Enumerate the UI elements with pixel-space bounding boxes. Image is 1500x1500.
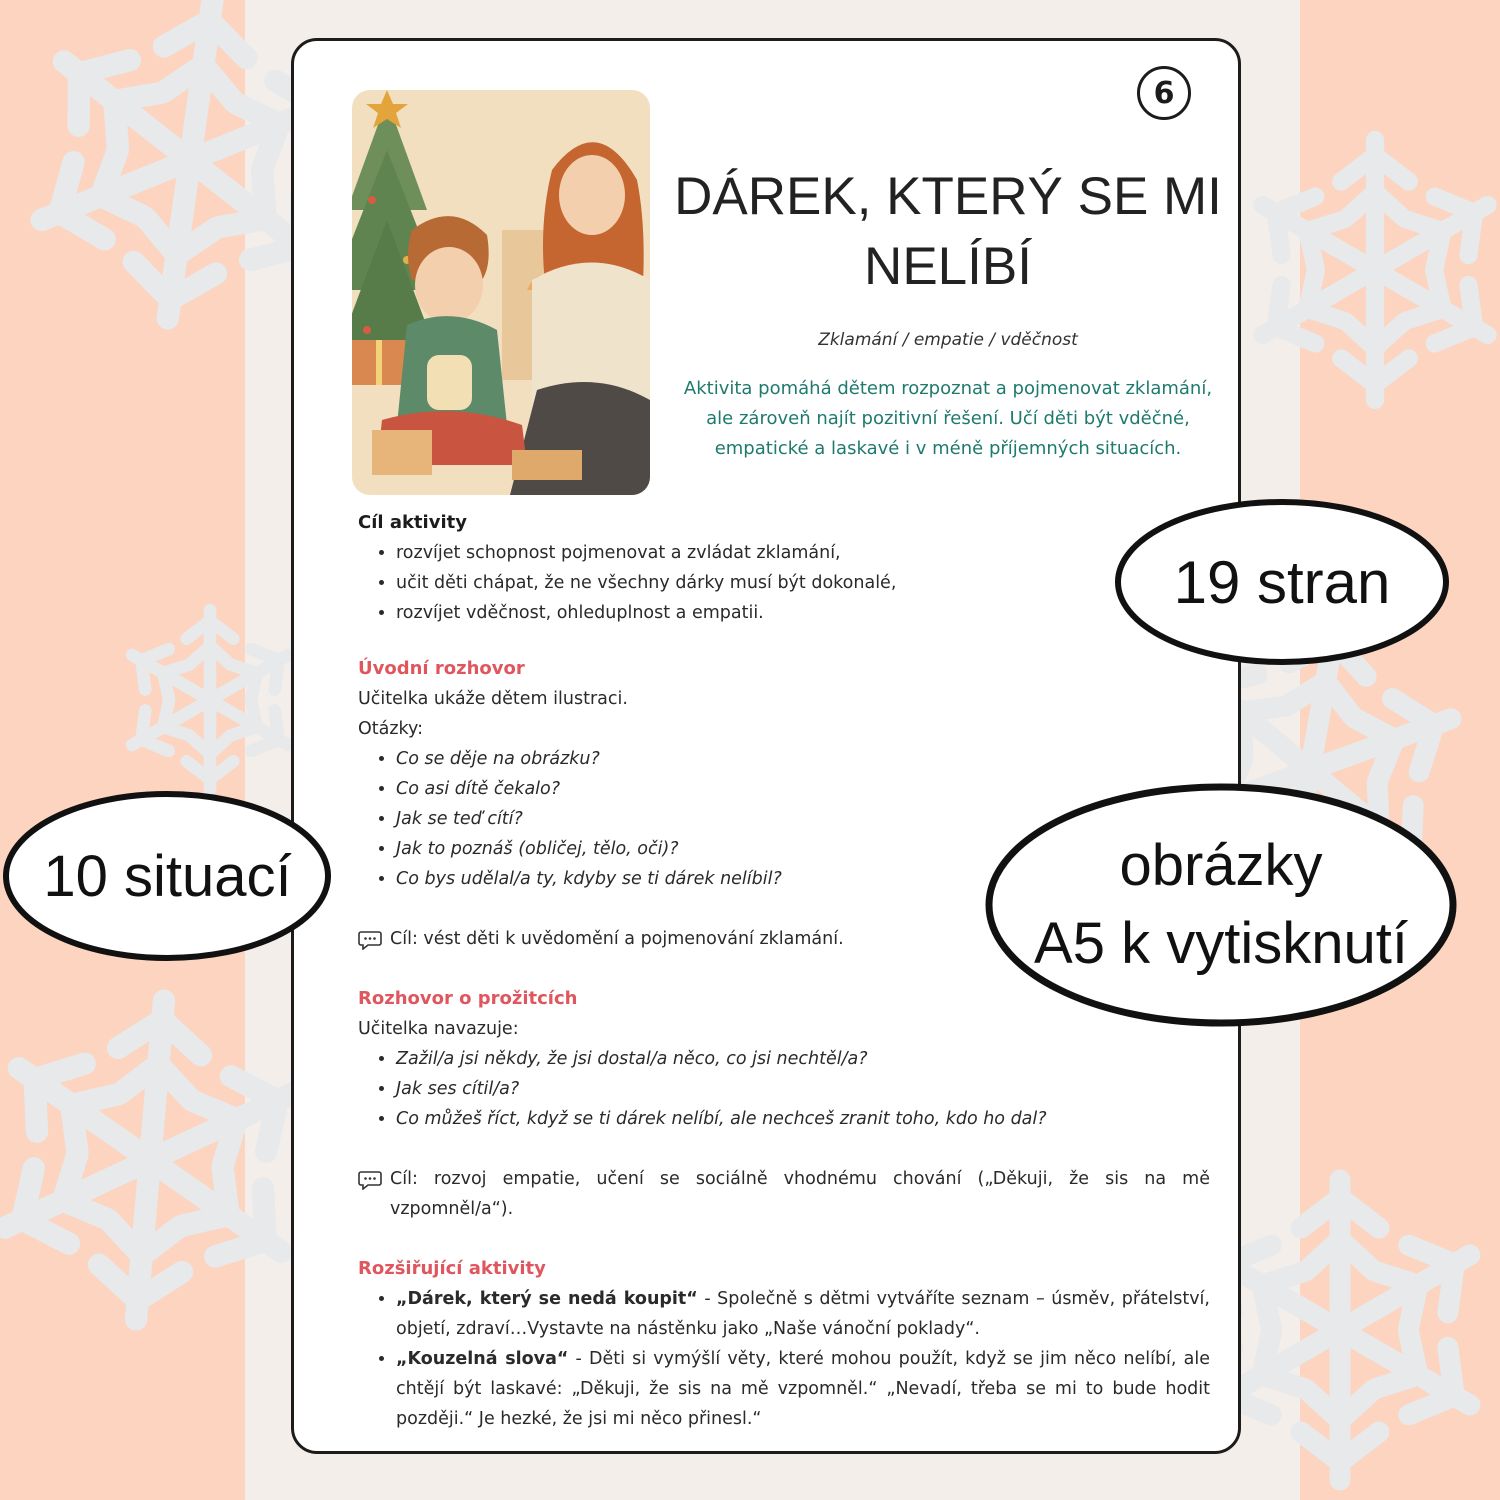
situations-count-badge [0, 788, 335, 964]
goal-list [358, 538, 1210, 628]
extension-item-title: „Dárek, který se nedá koupit“ [396, 1289, 698, 1309]
snowflake-icon [1246, 140, 1500, 400]
list-item: • Jak to poznáš (obličej, tělo, oči)? [396, 834, 1210, 864]
page-subtitle: Zklamání / empatie / vděčnost [818, 330, 1078, 350]
experience-talk-questions [358, 1044, 1210, 1134]
list-item: • Jak se teď cítí? [396, 804, 1210, 834]
extension-list [358, 1284, 1210, 1434]
printable-pictures-line1: obrázky [1119, 833, 1323, 898]
experience-talk-line: Učitelka navazuje: [358, 1019, 519, 1039]
printable-pictures-text [1034, 827, 1408, 983]
page-title: DÁREK, KTERÝ SE MI NELÍBÍ [674, 167, 1222, 296]
printable-pictures-badge [982, 780, 1460, 1030]
list-item: • Co bys udělal/a ty, kdyby se ti dárek nelíbil? [396, 864, 1210, 894]
extension-item-text: - Společně s dětmi vytváříte seznam – úsměv, přátelství, objetí, zdraví…Vystavte na nástěnku jako „Naše vánoční poklady“. [396, 1289, 1210, 1339]
extension-item-title: „Kouzelná slova“ [396, 1349, 569, 1369]
list-item: • učit děti chápat, že ne všechny dárky musí být dokonalé, [396, 568, 1210, 598]
extension-item-text: - Děti si vymýšlí věty, které mohou použít, když se jim něco nelíbí, ale chtějí být laskavé: „Děkuji, že sis na mě vzpomněl.“ „Nevadí, třeba se mi to bude hodit později.“ Je hezké, že jsi mi něco přinesl.“ [396, 1349, 1210, 1429]
page-number-badge: 6 [1137, 66, 1191, 120]
goal-note: Cíl: rozvoj empatie, učení se sociálně vhodnému chování („Děkuji, že sis na mě vzpomněl/a“). [390, 1169, 1210, 1219]
speech-bubble-icon [358, 930, 382, 950]
list-item: • Co asi dítě čekalo? [396, 774, 1210, 804]
experience-talk-goal [358, 1164, 1210, 1224]
extension-heading: Rozšiřující aktivity [358, 1258, 546, 1279]
list-item: • Jak ses cítil/a? [396, 1074, 1210, 1104]
snowflake-icon [0, 987, 323, 1334]
list-item: • rozvíjet vděčnost, ohleduplnost a empatii. [396, 598, 1210, 628]
list-item: • Zažil/a jsi někdy, že jsi dostal/a něco, co jsi nechtěl/a? [396, 1044, 1210, 1074]
snowflake-icon [120, 610, 299, 790]
goal-note: Cíl: vést děti k uvědomění a pojmenování zklamání. [390, 929, 844, 949]
situations-count-text: 10 situací [43, 843, 292, 909]
list-item: • Co se děje na obrázku? [396, 744, 1210, 774]
goal-heading: Cíl aktivity [358, 512, 467, 533]
intro-talk-heading: Úvodní rozhovor [358, 658, 525, 679]
child-with-gift-illustration [352, 90, 650, 495]
list-item [396, 1284, 1210, 1344]
intro-paragraph: Aktivita pomáhá dětem rozpoznat a pojmenovat zklamání, ale zároveň najít pozitivní řešení. Učí děti být vděčné, empatické a laskavé i v méně příjemných situacích. [683, 378, 1213, 459]
speech-bubble-icon [358, 1170, 382, 1190]
printable-pictures-line2: A5 k vytisknutí [1034, 911, 1408, 976]
list-item: • rozvíjet schopnost pojmenovat a zvládat zklamání, [396, 538, 1210, 568]
intro-talk-questions-label: Otázky: [358, 719, 424, 739]
list-item: • Co můžeš říct, když se ti dárek nelíbí, ale nechceš zranit toho, kdo ho dal? [396, 1104, 1210, 1134]
pages-count-badge [1112, 496, 1452, 668]
list-item [396, 1344, 1210, 1434]
intro-talk-line: Učitelka ukáže dětem ilustraci. [358, 689, 628, 709]
experience-talk-heading: Rozhovor o prožitcích [358, 988, 578, 1009]
activity-illustration [352, 90, 650, 495]
pages-count-text: 19 stran [1173, 548, 1391, 616]
